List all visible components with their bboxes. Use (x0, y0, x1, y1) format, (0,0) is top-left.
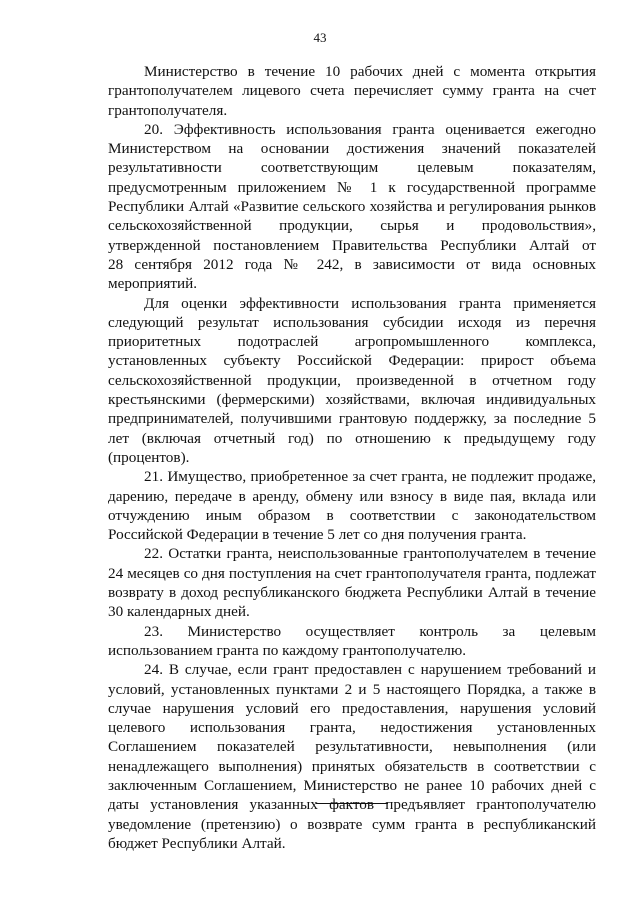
text-line: крестьянскими (фермерскими) хозяйствами, включая индивидуальных (108, 391, 596, 409)
text-line: предпринимателей, получившими грантовую поддержку, за последние 5 (108, 410, 596, 428)
text-line: Соглашением показателей результативности, невыполнения (или (108, 738, 596, 756)
text-line: возврату в доход республиканского бюджета Республики Алтай в течение (108, 584, 596, 602)
page-number: 43 (313, 30, 327, 45)
text-line: отчуждению иным образом в соответствии с законодательством (108, 506, 596, 524)
text-line: Для оценки эффективности использования гранта применяется (144, 294, 596, 312)
text-line: 20. Эффективность использования гранта оценивается ежегодно (144, 120, 596, 138)
text-line: 28 сентября 2012 года № 242, в зависимости от вида основных (108, 255, 596, 273)
text-line: 22. Остатки гранта, неиспользованные грантополучателем в течение (144, 545, 596, 563)
text-line: установленных субъекту Российской Федерации: прирост объема (108, 352, 596, 370)
text-line: Министерством на основании достижения значений показателей (108, 140, 596, 158)
document-body (108, 62, 596, 853)
text-line: 23. Министерство осуществляет контроль за целевым (144, 622, 596, 640)
text-line: (процентов). (108, 448, 190, 466)
text-line: грантополучателя. (108, 101, 228, 119)
text-line: случае нарушения условий его предоставления, нарушения условий (108, 699, 596, 717)
text-line: Российской Федерации в течение 5 лет со дня получения гранта. (108, 526, 527, 544)
text-line: лет (включая отчетный год) по отношению к предыдущему году (108, 429, 596, 447)
text-line: заключенным Соглашением, Министерство не ранее 10 рабочих дней с (108, 776, 596, 794)
text-line: Министерство в течение 10 рабочих дней с момента открытия (144, 63, 596, 80)
text-line: сельскохозяйственной продукции, произведенной в отчетном году (108, 371, 596, 389)
text-line: уведомление (претензию) о возврате сумм гранта в республиканский (108, 815, 596, 833)
text-line: 21. Имущество, приобретенное за счет гранта, не подлежит продаже, (144, 468, 596, 486)
end-separator-line (316, 803, 388, 804)
text-line: предусмотренным приложением № 1 к государственной программе (108, 178, 596, 196)
text-line: дарению, передаче в аренду, обмену или взносу в виде пая, вклада или (108, 487, 596, 505)
text-line: мероприятий. (108, 275, 198, 293)
text-line: бюджет Республики Алтай. (108, 834, 286, 852)
text-line: ненадлежащего выполнения) принятых обязательств в соответствии с (108, 757, 596, 775)
text-line: сельскохозяйственной продукции, сырья и продовольствия», (108, 217, 596, 235)
text-line: следующий результат использования субсидии исходя из перечня (108, 313, 596, 331)
text-line: Республики Алтай «Развитие сельского хозяйства и регулирования рынков (108, 198, 596, 216)
text-line: условий, установленных пунктами 2 и 5 настоящего Порядка, а также в (108, 680, 596, 698)
text-line: 30 календарных дней. (108, 603, 250, 621)
text-line: использованием гранта по каждому грантополучателю. (108, 641, 467, 659)
text-line: 24. В случае, если грант предоставлен с нарушением требований и (144, 661, 596, 679)
text-line: приоритетных подотраслей агропромышленного комплекса, (108, 333, 596, 351)
text-line: целевого использования гранта, недостижения установленных (108, 719, 596, 737)
text-line: грантополучателем лицевого счета перечисляет сумму гранта на счет (108, 82, 596, 100)
text-line: утвержденной постановлением Правительства Республики Алтай от (108, 236, 596, 254)
text-line: даты установления указанных фактов предъявляет грантополучателю (108, 796, 596, 814)
text-line: результативности соответствующим целевым показателям, (108, 159, 596, 177)
text-line: 24 месяцев со дня поступления на счет грантополучателя гранта, подлежат (108, 564, 596, 582)
